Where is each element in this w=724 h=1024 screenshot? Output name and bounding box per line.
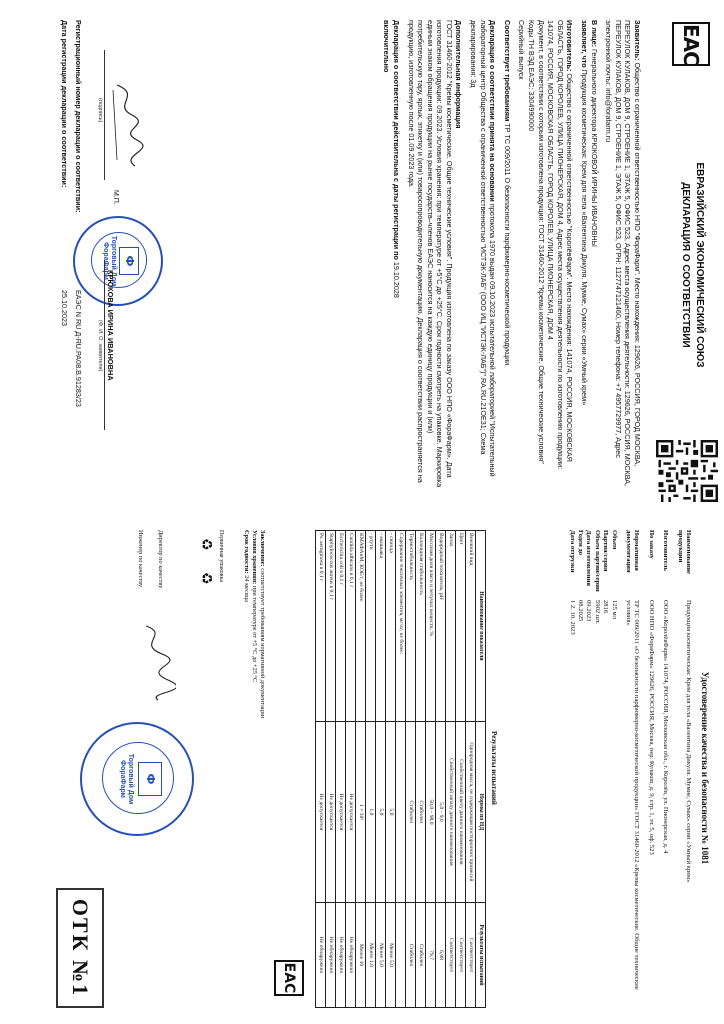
certificate-field-row xyxy=(567,530,575,1010)
cell-norm: Стабилен xyxy=(416,721,426,902)
cell-indicator: Staphylococcus aureus в 0,1 г xyxy=(326,531,336,722)
company-stamp: Ф Торговый Дом ФораФарм xyxy=(73,216,163,306)
table-row xyxy=(426,531,436,1008)
cell-norm: 5,0 xyxy=(376,721,386,902)
header-norms: Нормы по НД xyxy=(476,721,486,902)
cell-indicator: Коллоидная стабильность xyxy=(416,531,426,722)
cell-norm: 1 × 10³ xyxy=(356,721,366,902)
certificate-field-row xyxy=(576,530,584,1010)
cell-norm: 50,0 – 98,0 xyxy=(426,721,436,902)
certificate-footer xyxy=(242,530,266,1010)
recycle-icon: ♻ xyxy=(198,538,214,551)
declaration-body xyxy=(377,20,642,490)
certificate-field-row xyxy=(624,530,641,1010)
results-table xyxy=(315,530,486,1008)
table-row xyxy=(416,531,426,1008)
quality-certificate-page xyxy=(0,512,724,1024)
table-row xyxy=(346,531,356,1008)
table-row xyxy=(336,531,346,1008)
cell-norm: Свойственный запаху данного наименования xyxy=(446,721,456,902)
certificate-title: Удостоверение качества и безопасности № 1081 xyxy=(700,671,710,865)
signer-caption: (Ф. И. О. заявителя) xyxy=(97,320,103,372)
results-header-row xyxy=(476,531,486,1008)
certificate-field-row xyxy=(646,530,654,1010)
cell-norm: Стабилен xyxy=(406,721,416,902)
manufacturer-block: Изготовитель: Общество с ограниченной ответственностью "КоролёвФарм". Место нахождения: 141074, РОССИЯ, МОСКОВСКАЯ ОБЛАСТЬ, ГОРОД КОРОЛЕВ, УЛИЦА ПИОНЕРСКАЯ, ДОМ 4, Адрес места осуществления деятельности по изготовлению продукции: 141074, РОССИЯ, МОСКОВСКАЯ ОБЛАСТЬ, ГОРОД КОРОЛЕВ, УЛИЦА ПИОНЕРСКАЯ, ДОМ 4 Документ, в соответствии с которым изготовлена продукция: ГОСТ 31460-2012 "Кремы косметические. Общие технические условия" Коды ТН ВЭД ЕАЭС: 3304990000 Серийный выпуск xyxy=(517,20,575,470)
table-row xyxy=(386,531,396,1008)
field-label: Наименование продукции xyxy=(676,530,692,574)
cell-indicator: Содержание токсичных элементов, мг/кг, не более: xyxy=(396,531,406,722)
cell-result: Менее 5,0 xyxy=(386,903,396,1008)
field-value: 09.2023 xyxy=(585,600,593,622)
cell-norm: Однородная масса, не содержащая посторонних примесей xyxy=(466,721,476,902)
cell-norm: Свойственный цвету данного наименования xyxy=(456,721,466,902)
certificate-fields xyxy=(567,530,692,1010)
cell-indicator: Массовая доля влаги и летучих веществ, % xyxy=(426,531,436,722)
table-row xyxy=(466,531,476,1008)
conformity-block: Соответствует требованиям ТР ТС 009/2011 О безопасности парфюмерно-косметической продукции xyxy=(502,20,512,366)
cell-result: Соответствует xyxy=(446,903,456,1008)
signature-area xyxy=(19,20,149,490)
field-value: ООО «КоролёвФарм» 141074, РОССИЯ, Московская обл., г. Королёв, ул. Пионерская, д. 4 xyxy=(662,600,670,854)
mp-label: М.П. xyxy=(112,190,119,205)
declaration-titles xyxy=(678,150,706,380)
table-row xyxy=(356,531,366,1008)
conclusion: Заключение: соответствует требованиям нормативной документации xyxy=(259,530,266,719)
field-value: ООО НПО «ФораФарм» 129626, РОССИЯ, Москва, пер. Кулаков, д. 9, стр. 1, эт. 5, оф. 523 xyxy=(647,600,655,855)
signature-icon xyxy=(107,80,147,170)
results-title: Результаты испытаний xyxy=(490,731,498,805)
qr-code-icon xyxy=(656,440,718,502)
person-block: В лице: Генерального директора КРЮКОВОЙ ИРИНЫ ИВАНОВНЫ заявляет, что Продукция косметическая: Крем для тела «Валентина Дикуля. Мумие, Сумах» серии «Умный крем» xyxy=(580,20,599,406)
cell-indicator: Запах xyxy=(446,531,456,722)
cell-indicator: - свинца xyxy=(386,531,396,722)
table-row xyxy=(406,531,416,1008)
cell-indicator: Внешний вид xyxy=(466,531,476,722)
cell-result: Не обнаружено xyxy=(316,903,326,1008)
field-label: Годен до xyxy=(576,530,584,556)
cell-result: Не обнаружено xyxy=(346,903,356,1008)
recycle-icon: ♻ xyxy=(198,572,214,585)
storage-conditions: Условия хранения: при температуре от +5 °С до +25 °С xyxy=(251,530,258,683)
field-label: Изготовитель xyxy=(662,530,670,571)
field-value: 2816 xyxy=(602,600,610,614)
cell-indicator: КМАФАнМ, КОЕ/г, не более xyxy=(356,531,366,722)
cell-result: Соответствует xyxy=(456,903,466,1008)
cell-result xyxy=(396,903,406,1008)
certificate-field-row xyxy=(584,530,592,1010)
header-results: Результаты испытаний xyxy=(476,903,486,1008)
field-value: 125 мл xyxy=(610,600,618,620)
shelf-life: Срок годности: 24 месяца xyxy=(243,530,250,602)
eac-logo-small: ЕАС xyxy=(274,960,304,996)
cell-indicator: - ртути xyxy=(366,531,376,722)
cell-result: 79,7 xyxy=(426,903,436,1008)
field-label: Нормативная документация xyxy=(624,530,641,573)
applicant-block: Заявитель: Общество с ограниченной ответственностью НПО "ФораФарм". Место нахождения: 129626, РОССИЯ, ГОРОД МОСКВА, ПЕРЕУЛОК КУЛАКОВ, ДОМ 9, СТРОЕНИЕ 1, ЭТАЖ 5, ОФИС 523, Адрес места осуществления деятельности: 129626, РОССИЯ, МОСКВА, ПЕРЕУЛОК КУЛАКОВ, ДОМ 9, СТРОЕНИЕ 1, ЭТАЖ 5, ОФИС 523, ОГРН: 1127747121460, Номер телефона: +7 4957729977, Адрес электронной почты: info@forafarm.ru xyxy=(604,20,642,487)
certificate-field-row xyxy=(601,530,609,1010)
cell-norm: 5,0 – 9,0 xyxy=(436,721,446,902)
sign-caption: (подпись) xyxy=(97,98,103,123)
field-label: Объем xyxy=(610,530,618,550)
table-row xyxy=(396,531,406,1008)
reg-number-row: Регистрационный номер декларации о соответствии: ЕАЭС N RU Д-RU.РА08.В.91283/23 xyxy=(74,20,83,407)
table-row xyxy=(456,531,466,1008)
field-value: Продукция косметическая: Крем для тела «Валентина Дикуля. Мумие, Сумах» серии «Умный крем» xyxy=(685,600,692,883)
field-value: 1 2. 10. 2023 xyxy=(568,600,576,635)
director-label: Директор по качеству xyxy=(157,530,164,589)
certificate-field-row xyxy=(592,530,600,1010)
cell-indicator: Цвет xyxy=(456,531,466,722)
field-label: Дата изготовления xyxy=(585,530,593,586)
table-row xyxy=(376,531,386,1008)
table-row xyxy=(366,531,376,1008)
cell-result: Стабилен xyxy=(416,903,426,1008)
signer-name: КРЮКОВА ИРИНА ИВАНОВНА xyxy=(106,270,115,381)
reg-date-row: Дата регистрации декларации о соответствии: 25.10.2023 xyxy=(60,20,69,326)
field-label: Партия/серия xyxy=(602,530,610,572)
cell-norm xyxy=(396,721,406,902)
validity-block: Декларация о соответствии действительна с даты регистрации по 19.10.2028 включительно xyxy=(382,20,401,298)
pack-label: Первичная упаковка xyxy=(218,530,224,582)
basis-block: Декларация о соответствии принята на основании протокола 1970 выдан 09.10.2023 испытательной лабораторией "Испытательный лабораторный центр Общества с ограниченной ответственностью "ИСТЭК-ЛАБ" (ООО ИЦ "ИСТЭК-ЛАБ")" RA.RU.21ОЕ31; Схема декларирования: 3д xyxy=(469,20,498,477)
cell-norm: 5,0 xyxy=(386,721,396,902)
cell-result: Менее 10 xyxy=(356,903,366,1008)
cell-result: Не обнаружено xyxy=(326,903,336,1008)
union-title: ЕВРАЗИЙСКИЙ ЭКОНОМИЧЕСКИЙ СОЮЗ xyxy=(694,162,705,368)
cell-indicator: Candida albicans в 0,1 г xyxy=(346,531,356,722)
cell-norm: Не допускается xyxy=(316,721,326,902)
declaration-title: ДЕКЛАРАЦИЯ О СООТВЕТСТВИИ xyxy=(680,182,691,348)
field-value: ТР ТС 009/2011 «О безопасности парфюмерно-косметической продукции» ГОСТ 31460-2012 «Кремы косметические. Общие технические условия» xyxy=(624,600,641,990)
table-row xyxy=(316,531,326,1008)
declaration-header xyxy=(642,0,724,512)
cell-result: Стабилен xyxy=(406,903,416,1008)
certificate-field-row xyxy=(675,530,692,1010)
table-row xyxy=(436,531,446,1008)
cell-indicator: Термостабильность xyxy=(406,531,416,722)
cell-indicator: Escherichia coli в 0,1 г xyxy=(336,531,346,722)
cell-norm: Не допускается xyxy=(346,721,356,902)
signature-icon xyxy=(132,622,176,702)
cell-norm: Не допускается xyxy=(336,721,346,902)
cell-result: 6,08 xyxy=(436,903,446,1008)
cell-result: Менее 1,0 xyxy=(366,903,376,1008)
cell-result: Менее 5,0 xyxy=(376,903,386,1008)
field-label: Объем партии/серии xyxy=(593,530,601,592)
cell-norm: 1,0 xyxy=(366,721,376,902)
cell-result: Не обнаружено xyxy=(336,903,346,1008)
extra-info-block: Дополнительная информация ГОСТ 31460-2012 "Кремы косметические. Общие технические условия". Продукция изготовлена по заказу ООО НПО «ФораФарм». Дата изготовления продукции: 09.2023. Условия хранения: при температуре от +5°С до +25°С. Срок годности смотреть на упаковке. Маркировка единым знаком обращения продукции на рынке государств–членов ЕАЭС наносится на каждую единицу продукции и (или) потребительскую тару, ярлык, этикетку и (или) товаросопроводительную документацию. Декларация о соответствии распространяется на продукцию, изготовленную после 01.09.2023 года. xyxy=(406,20,464,488)
certificate-field-row xyxy=(609,530,617,1010)
header-indicator: Наименование показателя xyxy=(476,531,486,722)
cell-result: Соответствует xyxy=(466,903,476,1008)
engineer-label: Инженер по качеству xyxy=(137,530,144,588)
certificate-field-row xyxy=(661,530,669,1010)
cell-indicator: Водородный показатель, pH xyxy=(436,531,446,722)
cell-indicator: Ps. aeruginosa в 0,1 г xyxy=(316,531,326,722)
eac-logo: ЕАС xyxy=(672,22,710,66)
cell-indicator: - мышьяка xyxy=(376,531,386,722)
field-label: Дата отгрузки xyxy=(568,530,576,573)
field-label: По заказу xyxy=(647,530,655,559)
table-row xyxy=(446,531,456,1008)
table-row xyxy=(326,531,336,1008)
company-stamp: Ф Торговый Дом ФораФарм xyxy=(80,722,194,836)
field-value: 5902 шт. xyxy=(593,600,601,624)
cell-norm: Не допускается xyxy=(326,721,336,902)
otk-stamp: ОТК №1 xyxy=(56,888,104,1008)
field-value: 08.2025 xyxy=(576,600,584,622)
